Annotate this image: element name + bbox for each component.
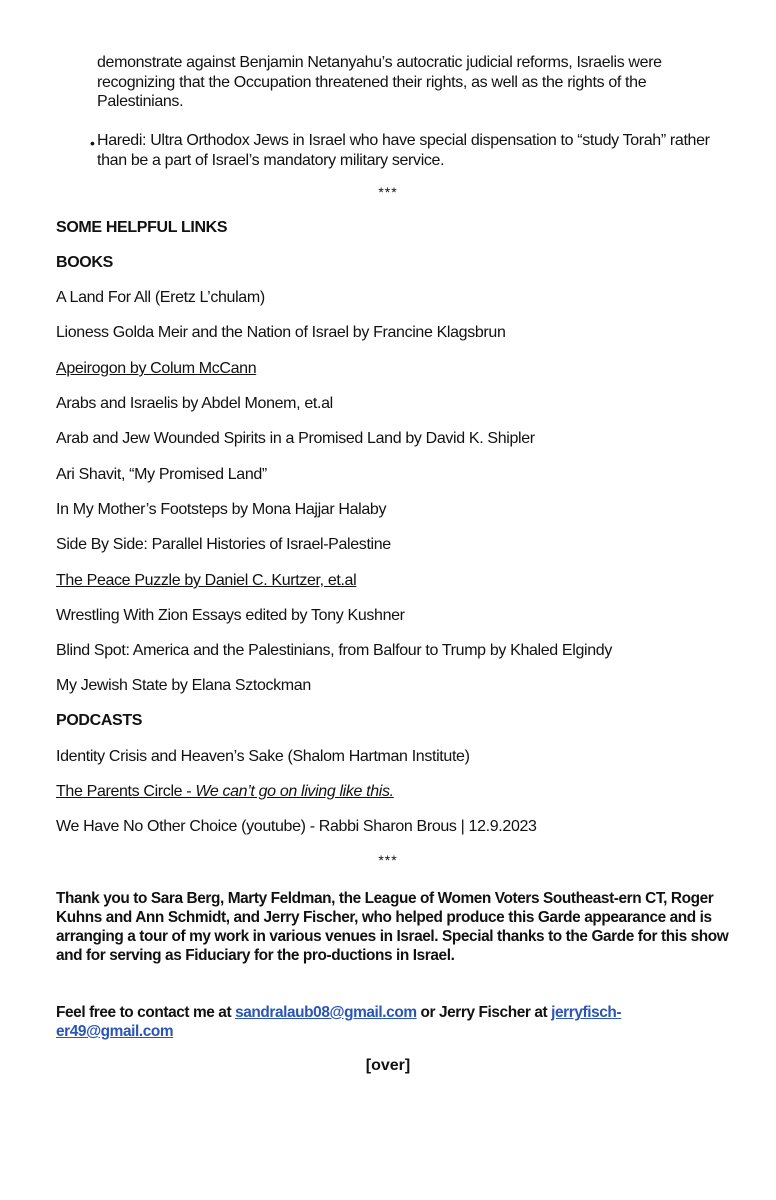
book-item: Arab and Jew Wounded Spirits in a Promised Land by David K. Shipler bbox=[56, 430, 535, 447]
email-link-jerry[interactable]: jerryfisch-er49@gmail.com bbox=[56, 1004, 622, 1040]
contact-prefix: Feel free to contact me at bbox=[56, 1004, 236, 1021]
separator-bottom: *** bbox=[378, 852, 398, 868]
podcast-item: We Have No Other Choice (youtube) - Rabbi Sharon Brous | 12.9.2023 bbox=[56, 818, 537, 835]
book-item: A Land For All (Eretz L’chulam) bbox=[56, 289, 265, 306]
book-item: In My Mother’s Footsteps by Mona Hajjar Halaby bbox=[56, 501, 387, 518]
book-item: Blind Spot: America and the Palestinians, from Balfour to Trump by Khaled Elgindy bbox=[56, 642, 612, 659]
podcast-tagline: We can’t go on living like this. bbox=[195, 783, 394, 800]
haredi-definition: Haredi: Ultra Orthodox Jews in Israel who have special dispensation to “study Torah” rather than be a part of Israel’s mandatory military service. bbox=[97, 132, 710, 169]
podcasts-heading: PODCASTS bbox=[56, 712, 143, 729]
email-link-sandra[interactable]: sandralaub08@gmail.com bbox=[235, 1004, 417, 1021]
podcast-item: Identity Crisis and Heaven’s Sake (Shalom Hartman Institute) bbox=[56, 748, 470, 765]
contact-paragraph bbox=[56, 1003, 736, 1041]
intro-paragraph: demonstrate against Benjamin Netanyahu’s autocratic judicial reforms, Israelis were recognizing that the Occupation threatened their rights, as well as the rights of the Palestinians. bbox=[97, 54, 662, 110]
books-heading: BOOKS bbox=[56, 254, 113, 271]
book-item: Arabs and Israelis by Abdel Monem, et.al bbox=[56, 395, 333, 412]
links-heading: SOME HELPFUL LINKS bbox=[56, 219, 228, 236]
book-item: Side By Side: Parallel Histories of Israel-Palestine bbox=[56, 536, 391, 553]
book-item: Lioness Golda Meir and the Nation of Israel by Francine Klagsbrun bbox=[56, 324, 506, 341]
book-item: Ari Shavit, “My Promised Land” bbox=[56, 466, 267, 483]
book-link-peace-puzzle[interactable]: The Peace Puzzle by Daniel C. Kurtzer, et.al bbox=[56, 572, 357, 589]
podcast-link-parents-circle[interactable] bbox=[56, 782, 394, 802]
book-item: My Jewish State by Elana Sztockman bbox=[56, 677, 311, 694]
podcast-title: The Parents Circle - bbox=[56, 783, 196, 800]
contact-middle: or Jerry Fischer at bbox=[416, 1004, 552, 1021]
acknowledgements: Thank you to Sara Berg, Marty Feldman, the League of Women Voters Southeast-ern CT, Roger Kuhns and Ann Schmidt, and Jerry Fischer, who helped produce this Garde appearance and is arranging a tour of my work in various venues in Israel. Special thanks to the Garde for this show and for serving as Fiduciary for the pro-ductions in Israel. bbox=[56, 890, 729, 964]
separator-top: *** bbox=[378, 184, 398, 200]
bullet-icon: • bbox=[90, 135, 95, 151]
book-link-apeirogon[interactable]: Apeirogon by Colum McCann bbox=[56, 360, 257, 377]
page-footer-over: [over] bbox=[365, 1057, 411, 1074]
book-item: Wrestling With Zion Essays edited by Tony Kushner bbox=[56, 607, 405, 624]
